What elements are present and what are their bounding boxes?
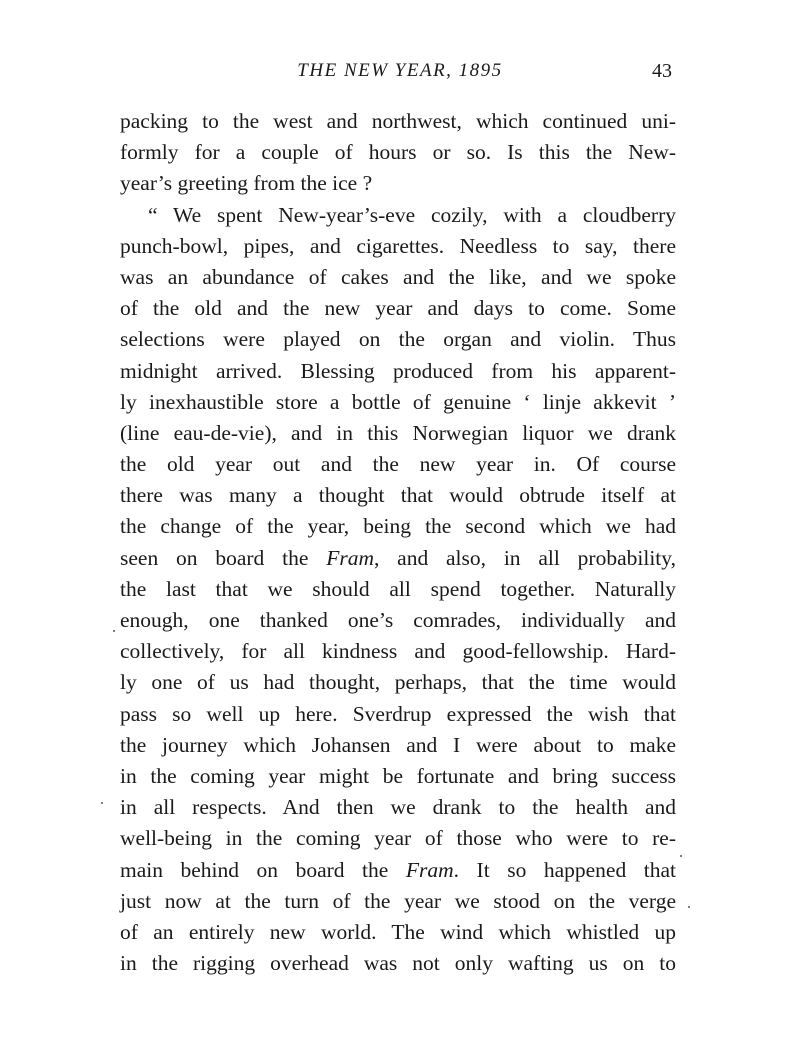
text-line: year’s greeting from the ice ? [120,171,373,196]
ship-name: Fram [405,857,454,882]
text-line: selections were played on the organ and violin. Thus [120,327,676,352]
text-line: enough, one thanked one’s comrades, individually and [120,608,676,632]
text-line: there was many a thought that would obtrude itself at [120,483,676,508]
print-speck [680,855,682,857]
ship-name: Fram [326,545,374,570]
text-line: “ We spent New-year’s-eve cozily, with a cloudberry [148,202,676,227]
text-line: the change of the year, being the second which we had [120,514,676,539]
text-line: of an entirely new world. The wind which whistled up [120,919,676,944]
text-line: the old year out and the new year in. Of course [120,452,676,477]
print-speck [688,906,690,908]
text-line: pass so well up here. Sverdrup expressed the wish that [120,701,676,726]
text-line: collectively, for all kindness and good-fellowship. Hard- [120,639,676,664]
page-number: 43 [652,60,672,82]
text-line: was an abundance of cakes and the like, and we spoke [120,264,676,289]
text-line: main behind on board the Fram. It so happened that [120,857,676,882]
print-speck [101,802,103,804]
body-text [120,106,676,979]
text-line: packing to the west and northwest, which continued uni- [120,109,676,133]
text-line: ly one of us had thought, perhaps, that the time would [120,670,676,695]
text-line: (line eau-de-vie), and in this Norwegian liquor we drank [120,420,676,445]
text-line: midnight arrived. Blessing produced from his apparent- [120,358,676,383]
text-line: of the old and the new year and days to come. Some [120,296,676,321]
text-line: ly inexhaustible store a bottle of genuine ‘ linje akkevit ’ [120,389,676,414]
text-line: formly for a couple of hours or so. Is this the New- [120,140,676,165]
text-line: in all respects. And then we drank to the health and [120,795,676,820]
text-line: punch-bowl, pipes, and cigarettes. Needless to say, there [120,233,676,258]
running-title: THE NEW YEAR, 1895 [297,60,503,81]
text-line: the last that we should all spend together. Naturally [120,576,676,601]
text-line: the journey which Johansen and I were about to make [120,732,676,757]
text-line: in the coming year might be fortunate and bring success [120,763,676,788]
text-line: well-being in the coming year of those who were to re- [120,826,676,851]
running-head [0,60,800,90]
text-line: just now at the turn of the year we stood on the verge [120,888,676,913]
print-speck [113,630,115,632]
text-line: seen on board the Fram, and also, in all probability, [120,545,677,570]
text-line: in the rigging overhead was not only wafting us on to [120,951,676,976]
